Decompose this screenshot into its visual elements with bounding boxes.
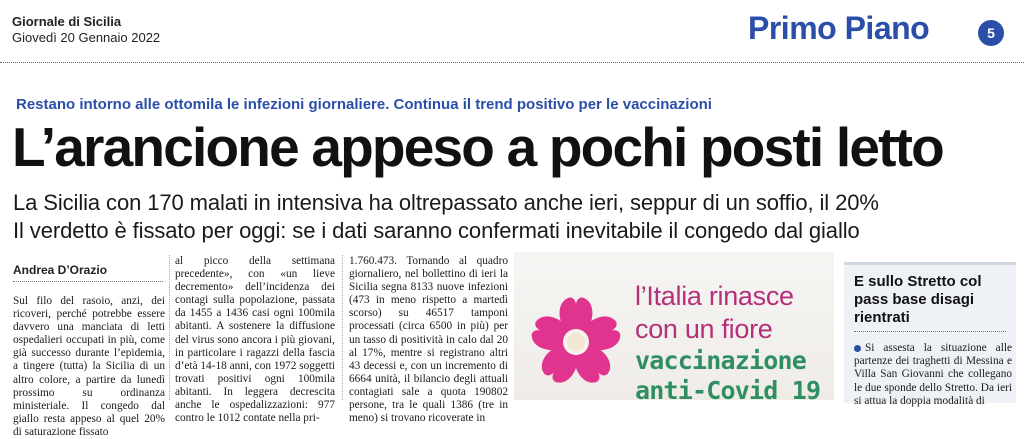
byline: Andrea D’Orazio — [13, 263, 108, 277]
column-separator — [342, 255, 343, 400]
photo-slogan-line-1: l’Italia rinasce — [635, 281, 794, 311]
bullet-icon — [854, 345, 861, 352]
headline: L’arancione appeso a pochi posti letto — [12, 116, 943, 178]
article-column-1-text: Sul filo del rasoio, anzi, dei ricoveri, perché potrebbe essere davvero una manciata di letti ospedalieri occupati in più, come già successo durante l’epidemia, a tingere (tutta) la Sicilia di un altro colore, a partire da lunedì prossimo su ordinanza ministeriale. Il congedo dal giallo resta appeso al quel 20% di saturazione fissato — [13, 295, 165, 438]
photo-slogan-line-3: vaccinazione — [635, 346, 807, 375]
sidebar-box — [844, 262, 1016, 407]
photo-slogan-line-2: con un fiore — [635, 314, 773, 344]
section-title: Primo Piano — [748, 10, 930, 46]
sidebar-title: E sullo Stretto col pass base disagi rientrati — [854, 273, 982, 326]
issue-date: Giovedì 20 Gennaio 2022 — [12, 30, 161, 45]
newspaper-name: Giornale di Sicilia — [12, 14, 122, 29]
primrose-flower-icon — [526, 292, 626, 392]
kicker: Restano intorno alle ottomila le infezioni giornaliere. Continua il trend positivo per le vaccinazioni — [16, 96, 712, 113]
byline-divider — [13, 281, 163, 282]
article-column-2-text: al picco della settimana precedente», con «un lieve decremento» dell’incidenza dei contagi sulla popolazione, passata da 1455 a 1436 casi ogni 100mila abitanti. A sostenere la diffusione del virus sono ancora i più giovani, in particolare i ragazzi della fascia d’età 14-18 anni, con 1972 soggetti trovati positivi ogni 100mila abitanti. In leggera decrescita anche le ospedalizzazioni: 977 contro le 1012 contate nella pri- — [175, 255, 336, 425]
article-column-3-text: 1.760.473. Tornando al quadro giornaliero, nel bollettino di ieri la Sicilia segna 8133 nuove infezioni (473 in meno rispetto a martedì scorso) su 46517 tamponi processati (circa 6500 in più) per un tasso di positività in calo dal 20 al 17%, mentre si registrano altri 43 decessi e, con un incremento di 6664 unità, il bilancio degli attuali contagiati sale a quota 190802 persone, tra le quali 1386 (tre in meno) si trovano ricoverate in — [349, 255, 508, 425]
sidebar-body — [854, 342, 1012, 408]
sidebar-divider — [854, 331, 1006, 332]
article-column-1 — [13, 295, 165, 439]
subheadline-1: La Sicilia con 170 malati in intensiva ha oltrepassato anche ieri, seppur di un soffio, il 20% — [13, 190, 879, 215]
masthead-divider — [0, 62, 1024, 63]
photo-slogan-line-4: anti-Covid 19 — [635, 376, 821, 400]
column-separator — [169, 255, 170, 400]
subheadline-2: Il verdetto è fissato per oggi: se i dati saranno confermati inevitabile il congedo dal giallo — [13, 218, 860, 243]
campaign-photo — [514, 252, 834, 400]
sidebar-body-text: Si assesta la situazione alle partenze dei traghetti di Messina e Villa San Giovanni che collegano le due sponde dello Stretto. Da ieri si attua la doppia modalità di — [854, 342, 1012, 407]
page-number-badge: 5 — [978, 20, 1004, 46]
